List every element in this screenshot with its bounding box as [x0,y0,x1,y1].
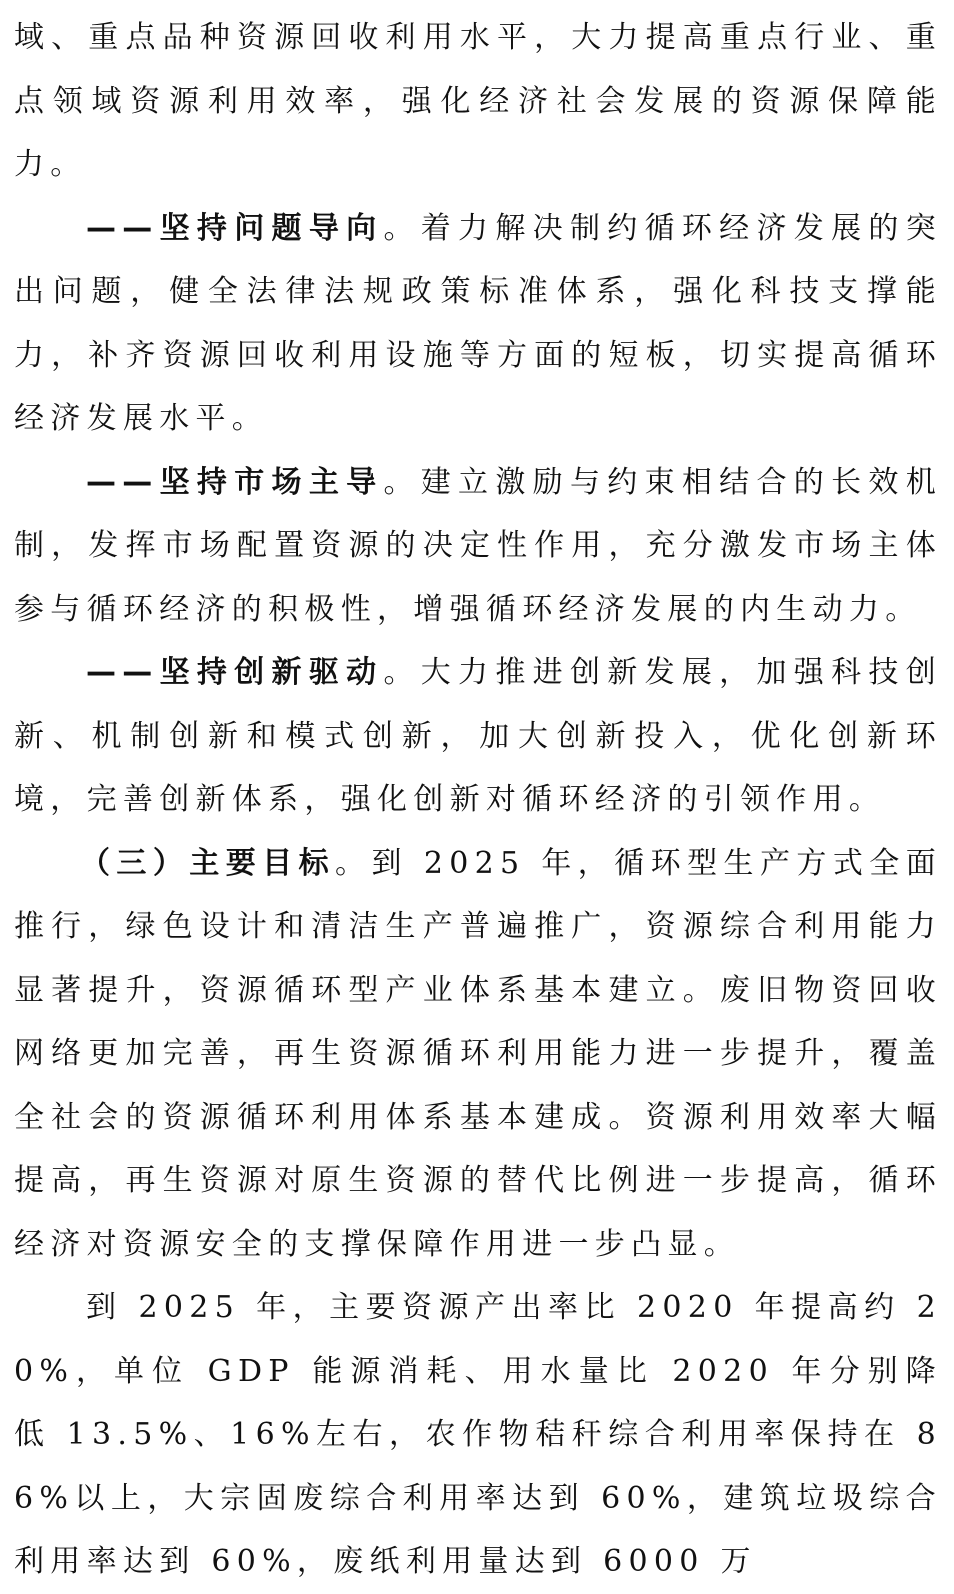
section-heading: （三）主要目标 [80,845,336,881]
paragraph-targets [14,1276,942,1594]
paragraph-text: 到 2025 年，主要资源产出率比 2020 年提高约 20%，单位 GDP 能源消耗、用水量比 2020 年分别降低 13.5%、16%左右，农作物秸秆综合利用率保持在 86%以上，大宗固废综合利用率达到 60%，建筑垃圾综合利用率达到 60%，废纸利用量达到 6000 万 [14,1290,942,1579]
paragraph-text: 。建立激励与约束相结合的长效机制，发挥市场配置资源的决定性作用，充分激发市场主体参与循环经济的积极性，增强循环经济发展的内生动力。 [14,464,942,627]
section-main-goals [14,832,942,1277]
principle-heading: ——坚持创新驱动 [86,655,384,690]
principle-problem-oriented [14,197,942,451]
principle-heading: ——坚持问题导向 [86,210,384,246]
principle-heading: ——坚持市场主导 [86,464,384,500]
paragraph-text: 域、重点品种资源回收利用水平，大力提高重点行业、重点领域资源利用效率，强化经济社会发展的资源保障能力。 [14,20,942,182]
paragraph-text: 。大力推进创新发展，加强科技创新、机制创新和模式创新，加大创新投入，优化创新环境，完善创新体系，强化创新对循环经济的引领作用。 [14,655,942,817]
paragraph-continuation [14,6,942,197]
principle-market-led [14,451,942,642]
paragraph-text: 。着力解决制约循环经济发展的突出问题，健全法律法规政策标准体系，强化科技支撑能力，补齐资源回收利用设施等方面的短板，切实提高循环经济发展水平。 [14,210,942,436]
paragraph-text: 。到 2025 年，循环型生产方式全面推行，绿色设计和清洁生产普遍推广，资源综合利用能力显著提升，资源循环型产业体系基本建立。废旧物资回收网络更加完善，再生资源循环利用能力进一步提升，覆盖全社会的资源循环利用体系基本建成。资源利用效率大幅提高，再生资源对原生资源的替代比例进一步提高，循环经济对资源安全的支撑保障作用进一步凸显。 [14,845,942,1262]
document-page [14,6,942,1579]
principle-innovation-driven [14,641,942,832]
